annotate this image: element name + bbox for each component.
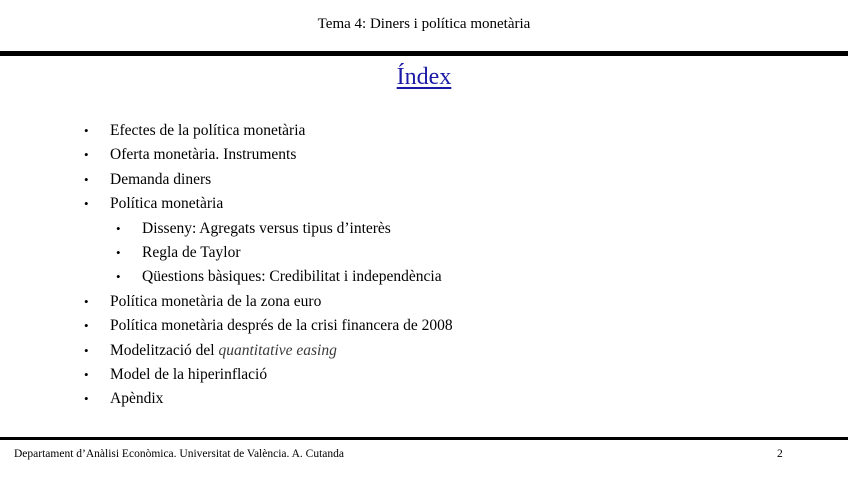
bullet-icon: • [84, 366, 89, 382]
index-item-emphasis: quantitative easing [218, 341, 337, 359]
index-item-label: Modelització del [110, 341, 219, 359]
page-number: 2 [777, 448, 783, 460]
index-item-label: Model de la hiperinflació [110, 365, 268, 383]
index-item-label: Política monetària [110, 195, 224, 213]
index-item-oferta [84, 143, 453, 167]
footer-department: Departament d’Anàlisi Econòmica. Universitat de València. A. Cutanda [14, 448, 344, 460]
bullet-icon: • [84, 318, 89, 334]
bullet-icon: • [84, 342, 89, 358]
index-item-efectes [84, 119, 453, 143]
bullet-icon: • [116, 244, 121, 260]
index-item-label: Regla de Taylor [142, 243, 241, 261]
bullet-icon: • [116, 220, 121, 236]
index-item-label: Demanda diners [110, 170, 212, 188]
bullet-icon: • [116, 269, 121, 285]
slide-header-title: Tema 4: Diners i política monetària [317, 16, 531, 32]
index-subitem-taylor [116, 241, 453, 265]
index-subitem-questions [116, 265, 453, 289]
header-divider [0, 51, 848, 56]
bullet-icon: • [84, 123, 89, 138]
index-item-politica [84, 192, 453, 216]
bullet-icon: • [84, 147, 89, 163]
footer-divider [0, 437, 848, 440]
index-item-label: Oferta monetària. Instruments [110, 146, 297, 164]
index-item-apendix [84, 387, 453, 411]
index-item-qe [84, 339, 453, 363]
index-heading-link[interactable]: Índex [396, 64, 452, 90]
bullet-icon: • [84, 293, 89, 309]
index-item-hiperinflacio [84, 363, 453, 387]
index-item-label: Apèndix [110, 390, 164, 408]
index-item-label: Disseny: Agregats versus tipus d’interès [142, 219, 391, 237]
index-item-label: Efectes de la política monetària [110, 122, 306, 139]
index-item-label: Política monetària després de la crisi financera de 2008 [110, 317, 453, 335]
index-list [84, 119, 453, 412]
bullet-icon: • [84, 196, 89, 212]
index-subitem-disseny [116, 217, 453, 241]
bullet-icon: • [84, 171, 89, 187]
bullet-icon: • [84, 391, 89, 407]
slide-heading [0, 64, 848, 91]
index-item-label: Qüestions bàsiques: Credibilitat i independència [142, 268, 442, 286]
index-item-demanda [84, 168, 453, 192]
index-item-zona-euro [84, 290, 453, 314]
index-item-label: Política monetària de la zona euro [110, 292, 322, 310]
index-item-crisi [84, 314, 453, 338]
